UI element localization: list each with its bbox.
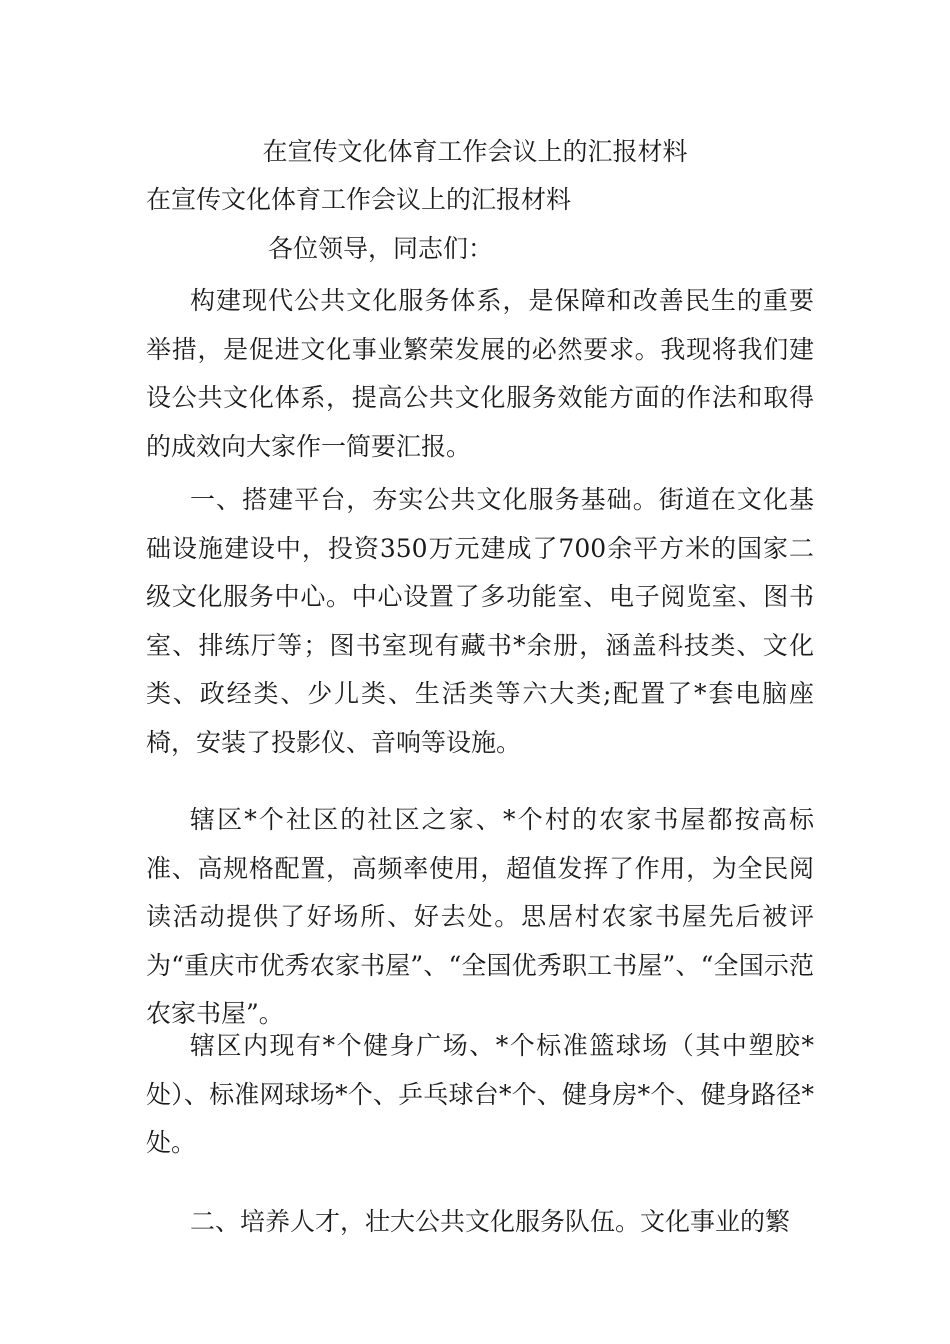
document-title: 在宣传文化体育工作会议上的汇报材料 xyxy=(262,137,688,166)
salutation: 各位领导，同志们： xyxy=(268,234,494,263)
paragraph-intro: 构建现代公共文化服务体系，是保障和改善民生的重要举措，是促进文化事业繁荣发展的必然要求。我现将我们建设公共文化体系，提高公共文化服务效能方面的作法和取得的成效向大家作一简要汇报。 xyxy=(146,286,814,461)
paragraph-section-two: 二、培养人才，壮大公共文化服务队伍。文化事业的繁 xyxy=(190,1207,791,1236)
paragraph-fitness-facilities: 辖区内现有*个健身广场、*个标准篮球场（其中塑胶*处）、标准网球场*个、乒乓球台*个、健身房*个、健身路径*处。 xyxy=(146,1031,814,1157)
paragraph-section-one: 一、搭建平台，夯实公共文化服务基础。街道在文化基础设施建设中，投资350万元建成了700余平方米的国家二级文化服务中心。中心设置了多功能室、电子阅览室、图书室、排练厅等；图书室现有藏书*余册，涵盖科技类、文化类、政经类、少儿类、生活类等六大类;配置了*套电脑座椅，安装了投影仪、音响等设施。 xyxy=(146,485,814,757)
paragraph-reading-rooms: 辖区*个社区的社区之家、*个村的农家书屋都按高标准、高规格配置，高频率使用，超值发挥了作用，为全民阅读活动提供了好场所、好去处。思居村农家书屋先后被评为“重庆市优秀农家书屋”、“全国优秀职工书屋”、“全国示范农家书屋”。 xyxy=(146,805,814,1028)
document-subtitle: 在宣传文化体育工作会议上的汇报材料 xyxy=(146,185,572,214)
